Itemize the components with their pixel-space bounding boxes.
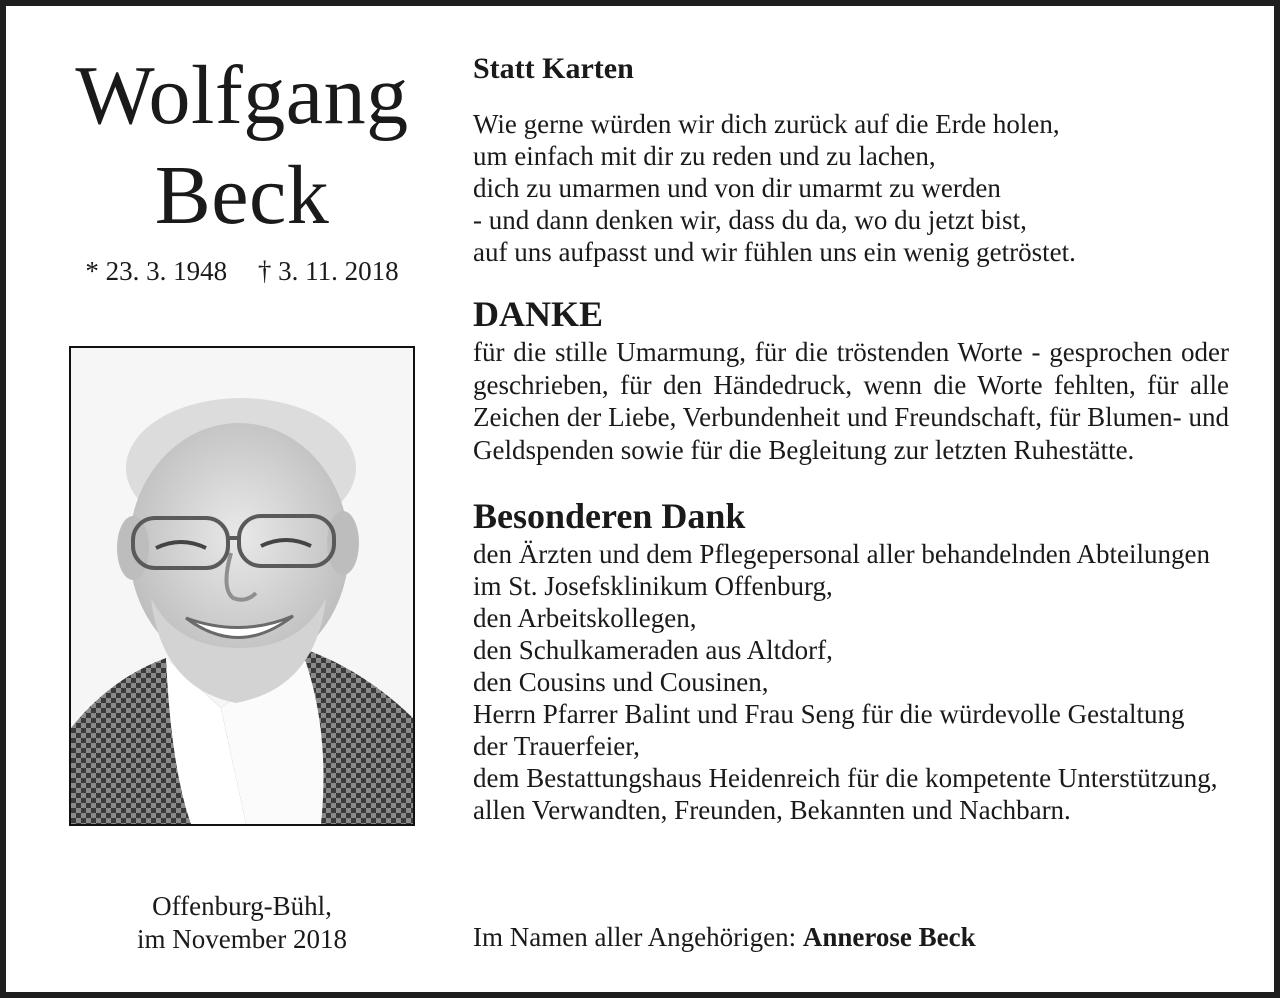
list-item: den Cousins und Cousinen,: [473, 667, 769, 697]
death-date: † 3. 11. 2018: [257, 256, 399, 286]
poem-line: Wie gerne würden wir dich zurück auf die Erde holen,: [473, 109, 1060, 139]
last-name: Beck: [154, 149, 330, 242]
poem-line: dich zu umarmen und von dir umarmt zu werden: [473, 173, 1001, 203]
list-item: der Trauerfeier,: [473, 731, 640, 761]
besonderen-dank-heading: Besonderen Dank: [473, 496, 746, 536]
list-item: dem Bestattungshaus Heidenreich für die kompetente Unterstützung,: [473, 763, 1218, 793]
name-block: [42, 36, 442, 246]
besonderen-dank-list: [473, 538, 1229, 826]
intro-heading: Statt Karten: [473, 52, 634, 85]
signature-prefix: Im Namen aller Angehörigen:: [473, 922, 797, 952]
place-date: [42, 890, 442, 956]
signature: [473, 922, 976, 953]
place-line-1: Offenburg-Bühl,: [152, 891, 332, 921]
text-column: [473, 48, 1229, 826]
place-line-2: im November 2018: [137, 924, 347, 954]
poem-line: um einfach mit dir zu reden und zu lachen,: [473, 141, 936, 171]
poem-line: - und dann denken wir, dass du da, wo du jetzt bist,: [473, 205, 1027, 235]
birth-date: * 23. 3. 1948: [85, 256, 228, 286]
list-item: im St. Josefsklinikum Offenburg,: [473, 571, 833, 601]
first-name: Wolfgang: [75, 49, 409, 142]
list-item: den Schulkameraden aus Altdorf,: [473, 635, 833, 665]
life-dates: [42, 256, 442, 287]
poem-line: auf uns aufpasst und wir fühlen uns ein wenig getröstet.: [473, 237, 1076, 267]
list-item: den Ärzten und dem Pflegepersonal aller behandelnden Abteilungen: [473, 539, 1211, 569]
signature-name: Annerose Beck: [802, 922, 976, 952]
danke-heading: DANKE: [473, 294, 604, 334]
portrait-image: [71, 348, 413, 824]
list-item: allen Verwandten, Freunden, Bekannten und Nachbarn.: [473, 795, 1071, 825]
list-item: Herrn Pfarrer Balint und Frau Seng für die würdevolle Gestaltung: [473, 699, 1185, 729]
poem: [473, 108, 1229, 268]
danke-text: für die stille Umarmung, für die tröstenden Worte - gesprochen oder geschrieben, für den Händedruck, wenn die Worte fehlten, für alle Zeichen der Liebe, Verbundenheit und Freundschaft, für Blumen- und Geldspenden sowie für die Begleitung zur letzten Ruhestätte.: [473, 337, 1229, 465]
list-item: den Arbeitskollegen,: [473, 603, 697, 633]
portrait-photo: [69, 346, 415, 826]
